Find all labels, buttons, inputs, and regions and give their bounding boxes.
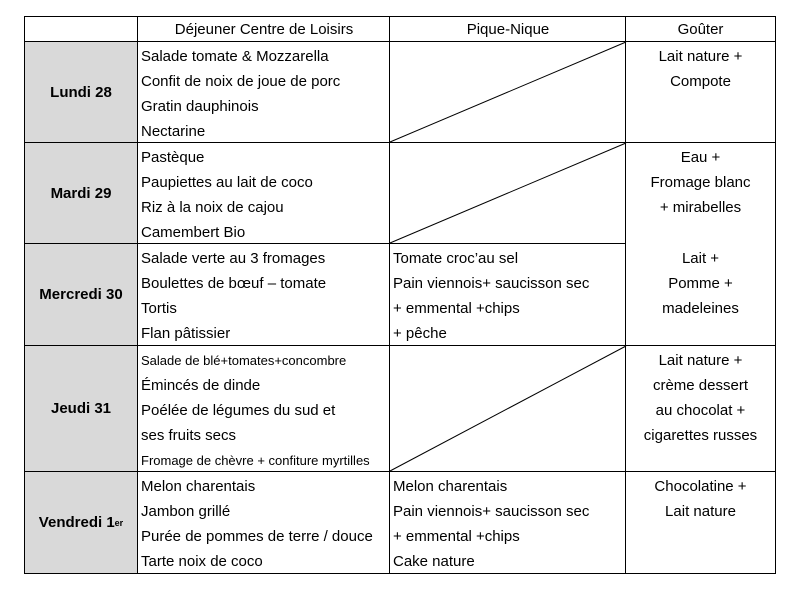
menu-item: Poélée de légumes du sud et	[141, 402, 336, 419]
menu-item: Tomate croc’au sel	[393, 250, 519, 267]
menu-item: Salade verte au 3 fromages	[141, 250, 326, 267]
menu-item: Salade tomate & Mozzarella	[141, 48, 329, 65]
day-label-mercredi: Mercredi 30	[25, 244, 137, 345]
menu-item: + emmental +chips	[393, 300, 520, 317]
menu-item: + emmental +chips	[393, 528, 520, 545]
empty-cell-diagonal	[390, 346, 626, 471]
menu-item: Melon charentais	[141, 478, 256, 495]
menu-item: Cake nature	[393, 553, 475, 570]
menu-table	[24, 16, 776, 574]
header-gouter: Goûter	[677, 20, 724, 38]
day-label-jeudi: Jeudi 31	[25, 346, 137, 471]
gouter-item: cigarettes russes	[643, 427, 758, 444]
menu-item: Boulettes de bœuf – tomate	[141, 275, 327, 292]
menu-item: + pêche	[393, 325, 447, 342]
menu-item: Émincés de dinde	[141, 377, 261, 394]
gouter-item: + mirabelles	[659, 199, 742, 216]
gouter-item: crème dessert	[652, 377, 749, 394]
menu-item: Fromage de chèvre + confiture myrtilles	[141, 453, 370, 468]
menu-item: Nectarine	[141, 123, 206, 140]
gouter-item: Pomme +	[668, 275, 733, 292]
gouter-item: au chocolat +	[655, 402, 746, 419]
gouter-item: Lait nature +	[658, 352, 743, 369]
gouter-item: Lait nature	[665, 503, 736, 520]
gouter-item: Compote	[670, 73, 731, 90]
menu-item: Riz à la noix de cajou	[141, 199, 284, 216]
menu-item: Confit de noix de joue de porc	[141, 73, 341, 90]
day-label-lundi: Lundi 28	[25, 42, 137, 142]
menu-item: Flan pâtissier	[141, 325, 231, 342]
table-grid	[24, 16, 776, 574]
gouter-item: Lait +	[681, 250, 720, 267]
header-dejeuner: Déjeuner Centre de Loisirs	[174, 20, 354, 38]
menu-item: Tortis	[141, 300, 177, 317]
menu-item: Salade de blé+tomates+concombre	[141, 353, 347, 368]
empty-cell-diagonal	[390, 42, 626, 142]
menu-item: Gratin dauphinois	[141, 98, 259, 115]
menu-item: Pain viennois+ saucisson sec	[393, 275, 590, 292]
gouter-item: Eau +	[680, 149, 721, 166]
day-label-vendredi: Vendredi 1 er	[25, 472, 137, 573]
empty-cell-diagonal	[390, 143, 626, 243]
menu-item: Melon charentais	[393, 478, 508, 495]
menu-item: Tarte noix de coco	[141, 553, 263, 570]
gouter-item: Fromage blanc	[650, 174, 751, 191]
header-pique-nique: Pique-Nique	[466, 20, 550, 38]
menu-item: ses fruits secs	[141, 427, 237, 444]
gouter-item: Lait nature +	[658, 48, 743, 65]
menu-item: Pain viennois+ saucisson sec	[393, 503, 590, 520]
menu-item: Pastèque	[141, 149, 205, 166]
menu-item: Camembert Bio	[141, 224, 246, 241]
gouter-item: Chocolatine +	[654, 478, 747, 495]
menu-item: Jambon grillé	[141, 503, 231, 520]
menu-item: Paupiettes au lait de coco	[141, 174, 313, 191]
menu-item: Purée de pommes de terre / douce	[141, 528, 373, 545]
day-label-mardi: Mardi 29	[25, 143, 137, 243]
gouter-item: madeleines	[662, 300, 739, 317]
